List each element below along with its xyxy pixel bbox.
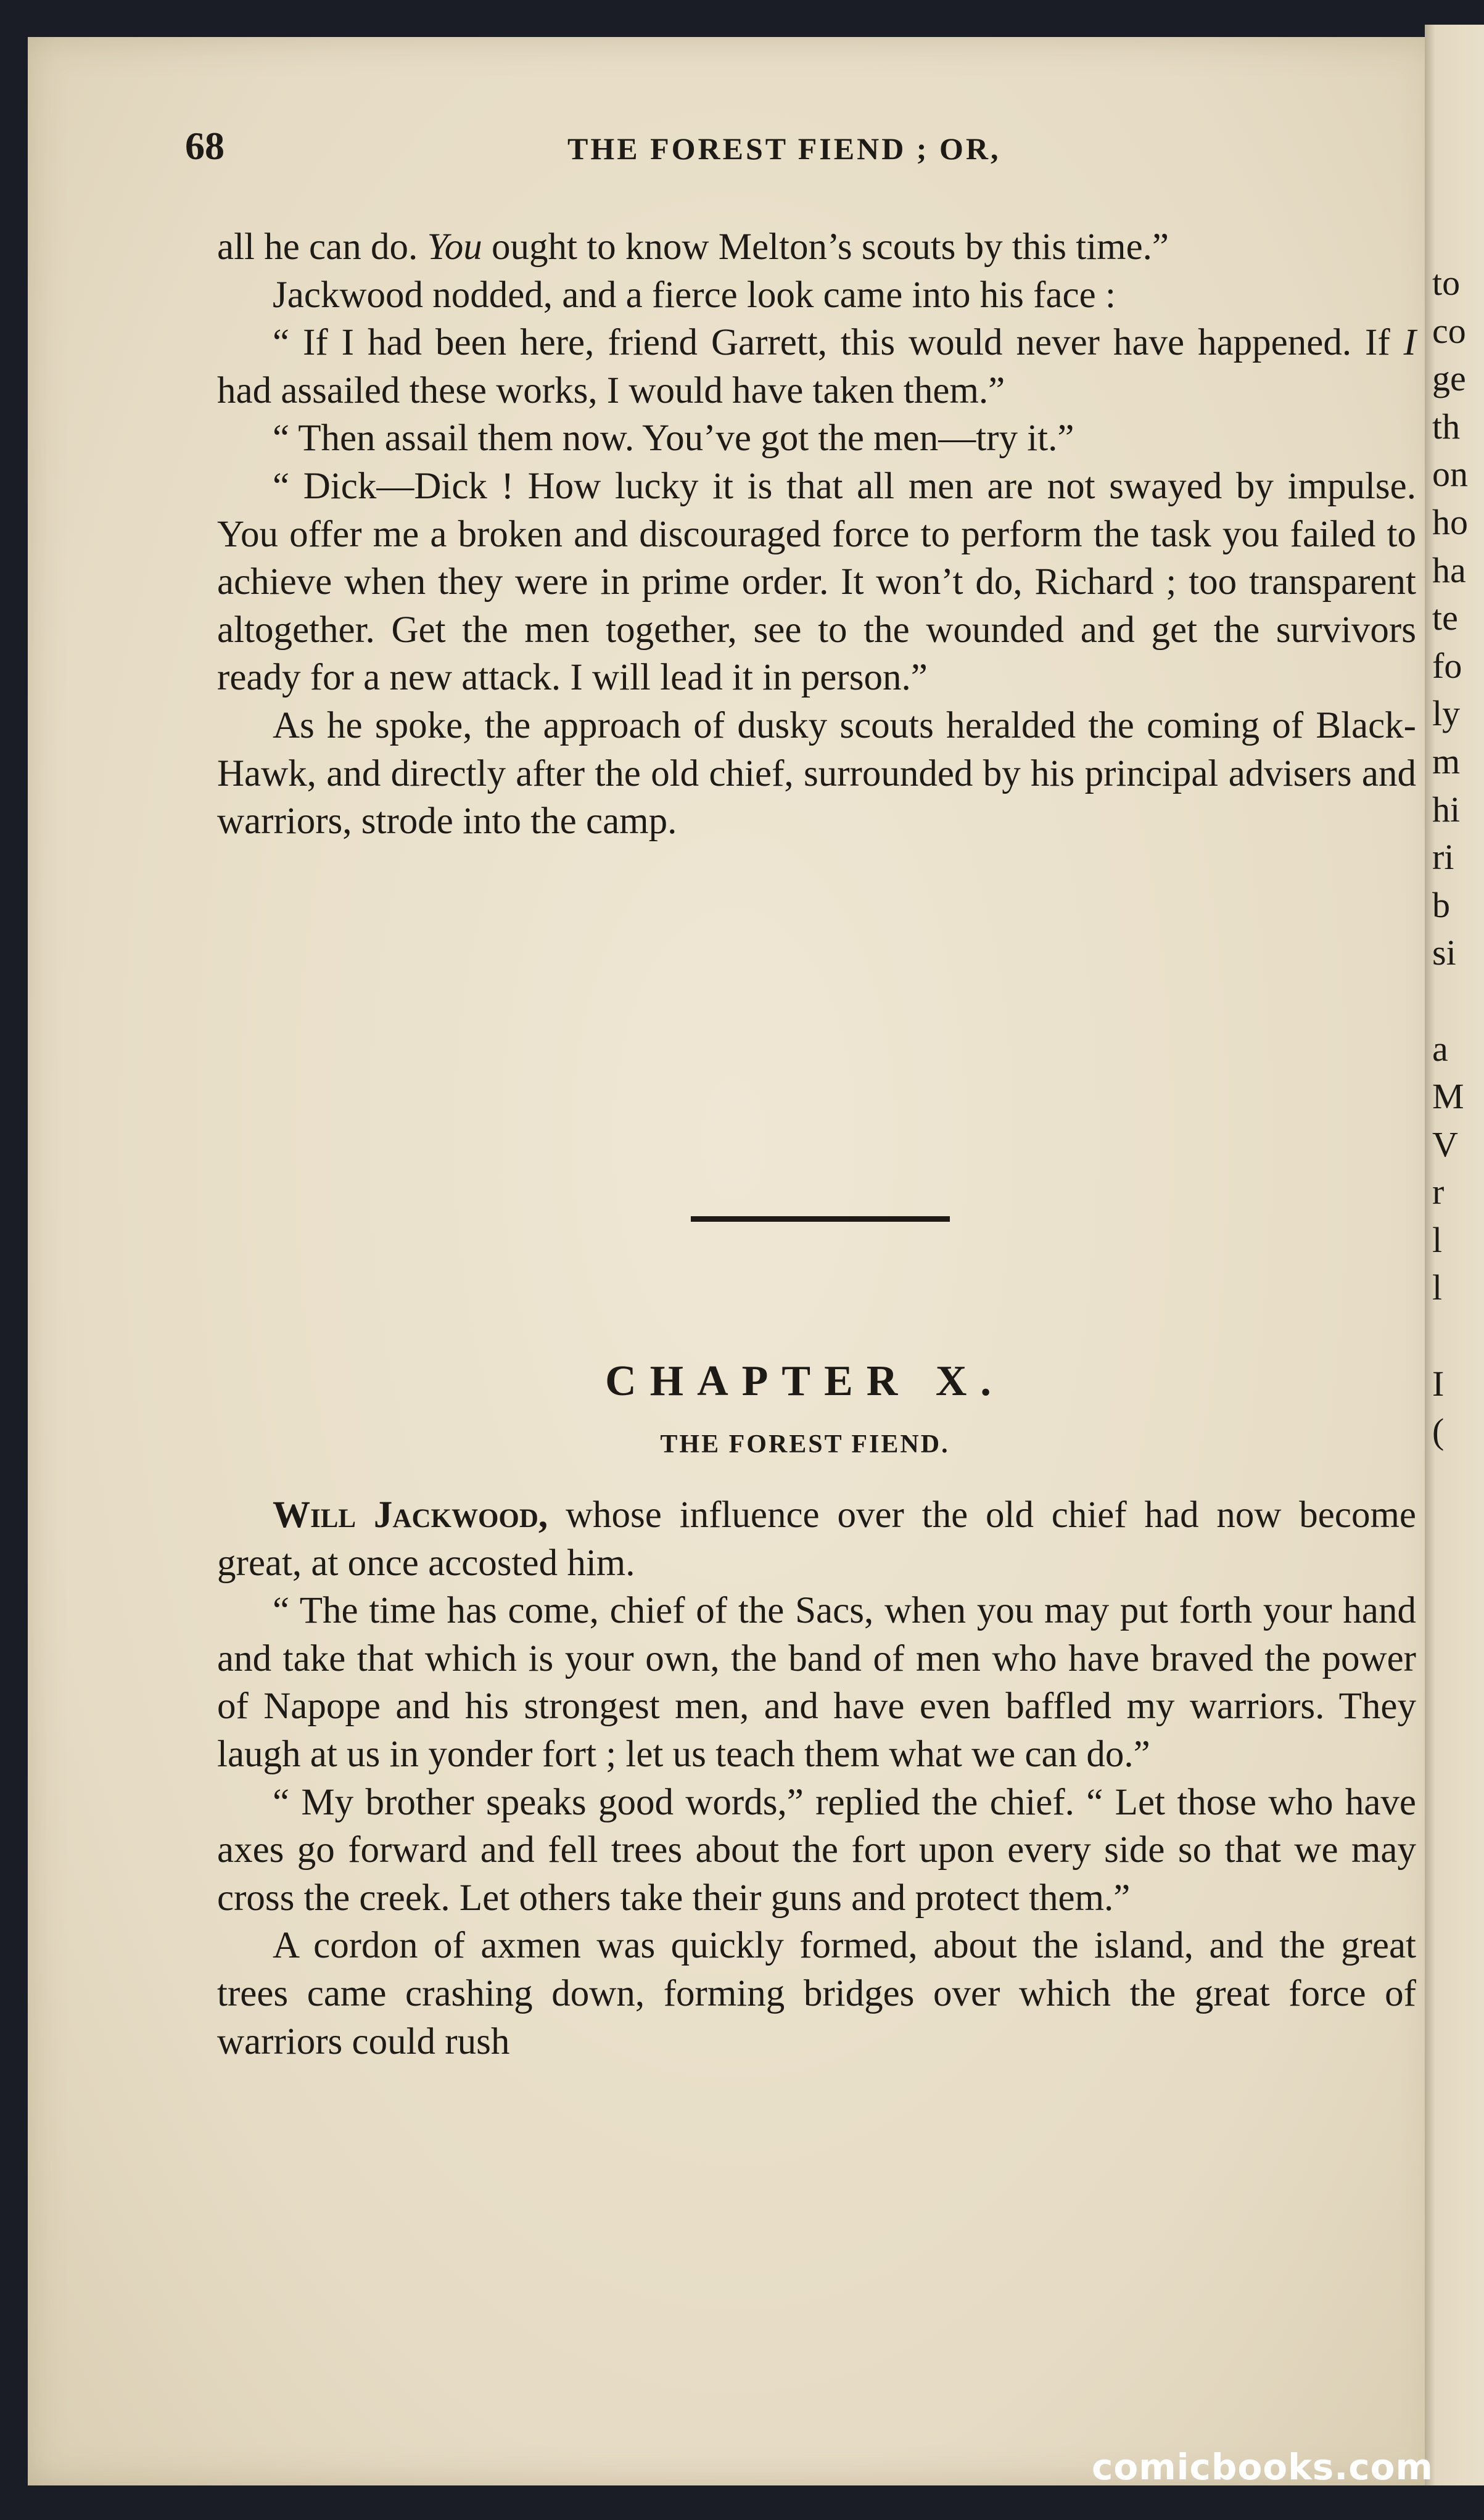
page-header [185, 123, 1425, 173]
running-head: THE FOREST FIEND ; OR, [567, 131, 1001, 166]
paragraph: “ My brother speaks good words,” replied the chief. “ Let those who have axes go forward and fell trees about the fort upon every side so that we may cross the creek. Let others take their guns and protect them.” [217, 1781, 1416, 1919]
paragraph: A cordon of axmen was quickly formed, about the island, and the great trees came crashing down, forming bridges over which the great force of warriors could rush [217, 1925, 1416, 2062]
facing-page-text-fragments: to co ge th on ho ha te fo ly m hi ri b si a M V r l l I ( [1432, 263, 1468, 1452]
chapter-subtitle: THE FOREST FIEND. [660, 1430, 950, 1459]
watermark: comicbooks.com [1092, 2446, 1433, 2488]
emphasis: I [1403, 322, 1416, 364]
text-run: had assailed these works, I would have taken them.” [217, 369, 1005, 411]
paragraph: “ Dick—Dick ! How lucky it is that all men are not swayed by impulse. You offer me a broken and discouraged force to perform the task you failed to achieve when they were in prime order. It won’t do, Richard ; too transparent altogether. Get the men together, see to the wounded and get the survivors ready for a new attack. I will lead it in person.” [217, 465, 1416, 699]
paragraph [217, 223, 1416, 271]
character-name: Will Jackwood, [273, 1494, 548, 1536]
paragraph: As he spoke, the approach of dusky scouts heralded the coming of Black-Hawk, and directly after the old chief, surrounded by his principal advisers and warriors, strode into the camp. [217, 704, 1416, 842]
text-run: ought to know Melton’s scouts by this time.” [482, 226, 1169, 268]
text-run: all he can do. [217, 226, 427, 268]
paragraph [217, 319, 1416, 414]
paragraph [217, 1491, 1416, 1587]
text-run: whose influence over the old chief had now become great, at once accosted him. [217, 1494, 1416, 1584]
section-divider-rule [691, 1216, 950, 1222]
emphasis: You [427, 226, 482, 268]
body-text-bottom [217, 1491, 1416, 2065]
page-number: 68 [185, 124, 225, 168]
chapter-title: CHAPTER X. [605, 1357, 1005, 1405]
paragraph: “ Then assail them now. You’ve got the men—try it.” [273, 418, 1074, 459]
text-run: “ If I had been here, friend Garrett, this would never have happened. If [273, 322, 1404, 364]
paragraph: Jackwood nodded, and a fierce look came into his face : [273, 274, 1116, 316]
facing-page-edge [1425, 25, 1484, 2485]
body-text-top [217, 223, 1416, 846]
paragraph: “ The time has come, chief of the Sacs, when you may put forth your hand and take that which is your own, the band of men who have braved the power of Napope and his strongest men, and have even baffled my warriors. They laugh at us in yonder fort ; let us teach them what we can do.” [217, 1590, 1416, 1775]
